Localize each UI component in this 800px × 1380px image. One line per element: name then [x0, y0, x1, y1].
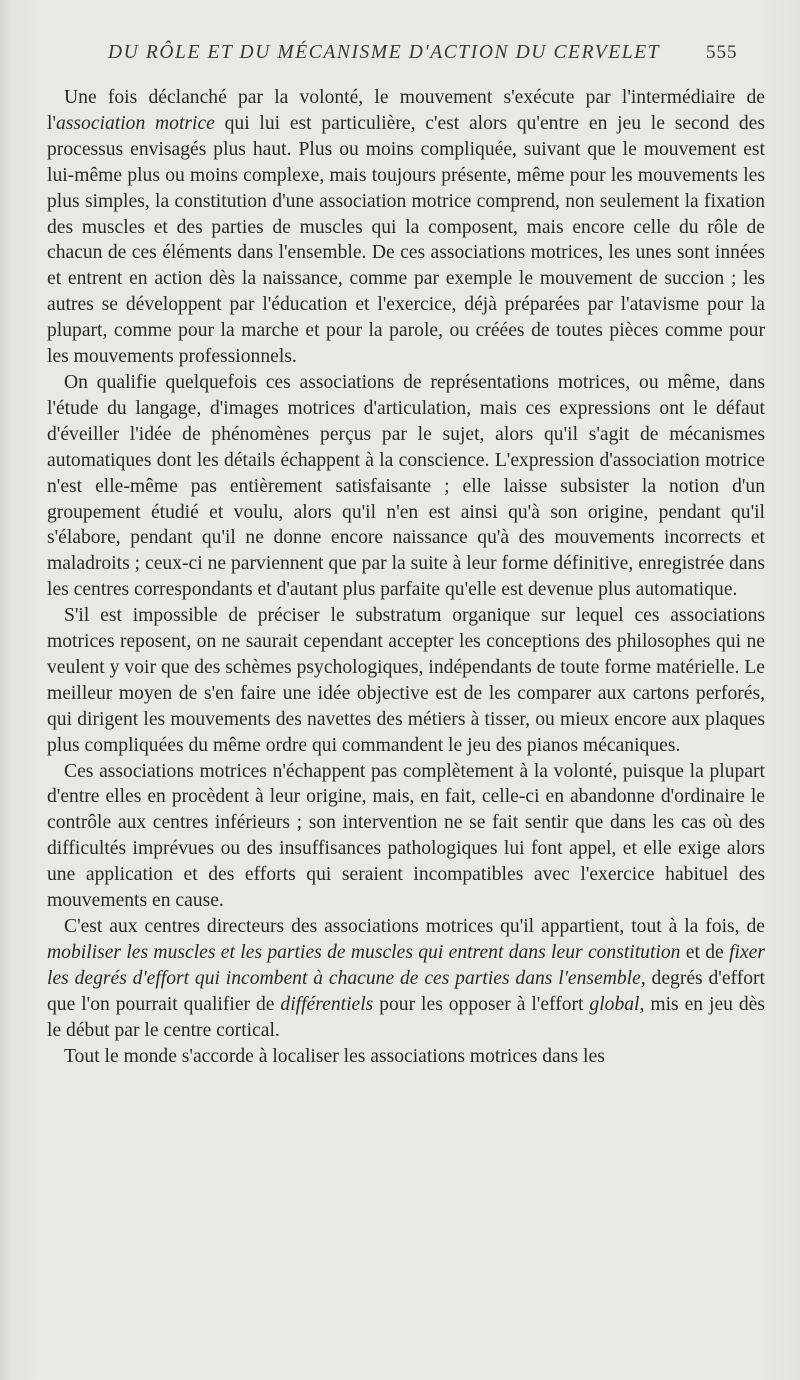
paragraph	[47, 759, 765, 914]
paragraph	[47, 370, 765, 603]
paragraph	[47, 914, 765, 1044]
paragraph	[47, 603, 765, 758]
italic-phrase: fixer les degrés d'effort qui incombent à chacune de ces parties dans l'ensemble	[47, 941, 765, 989]
italic-term: différentiels	[280, 993, 374, 1015]
paragraph	[47, 1044, 765, 1070]
page-number: 555	[706, 42, 738, 63]
paragraph	[47, 85, 765, 370]
page-header	[0, 42, 800, 68]
text-run: Une fois déclanché par la volonté, le mouvement s'exécute par l'intermédiaire de l'	[47, 87, 765, 134]
italic-term: global	[589, 993, 640, 1015]
text-run: , mis en jeu dès le début par le centre cortical.	[47, 993, 765, 1041]
text-run: , degrés d'effort que l'on pourrait qualifier de	[47, 967, 765, 1015]
text-run: C'est aux centres directeurs des associations motrices qu'il appartient, tout à la fois, de	[64, 916, 765, 937]
text-run: Ces associations motrices n'échappent pas complètement à la volonté, puisque la plupart d'entre elles en procèdent à leur origine, mais, en fait, celle-ci en abandonne d'ordinaire le contrôle aux centres inférieurs ; son intervention ne se fait sentir que dans les cas où des difficultés imprévues ou des insuffisances pathologiques lui font appel, et elle exige alors une application et des efforts qui seraient incompatibles avec l'exercice habituel des mouvements en cause.	[47, 760, 765, 912]
running-title: DU RÔLE ET DU MÉCANISME D'ACTION DU CERVELET	[108, 42, 661, 63]
text-run: et de	[680, 941, 730, 963]
text-run: S'il est impossible de préciser le substratum organique sur lequel ces associations motrices reposent, on ne saurait cependant accepter les conceptions des philosophes qui ne veulent y voir que des schèmes psychologiques, indépendants de toute forme matérielle. Le meilleur moyen de s'en faire une idée objective est de les comparer aux cartons perforés, qui dirigent les mouvements des navettes des métiers à tisser, ou mieux encore aux plaques plus compliquées du même ordre qui commandent le jeu des pianos mécaniques.	[47, 605, 765, 756]
text-run: qui lui est particulière, c'est alors qu'entre en jeu le second des processus envisagés plus haut. Plus ou moins compliquée, suivant que le mouvement est lui-même plus ou moins complexe, mais toujours présente, même pour les mouvements les plus simples, la constitution d'une association motrice comprend, non seulement la fixation des muscles et des parties de muscles qui la composent, mais encore celle du rôle de chacun de ces éléments dans l'ensemble. De ces associations motrices, les unes sont innées et entrent en action dès la naissance, comme par exemple le mouvement de succion ; les autres se développent par l'éducation et l'exercice, déjà préparées par l'atavisme pour la plupart, comme pour la marche et pour la parole, ou créées de toutes pièces comme pour les mouvements professionnels.	[47, 112, 765, 368]
body-text	[47, 85, 765, 1069]
text-run: On qualifie quelquefois ces associations de représentations motrices, ou même, dans l'étude du langage, d'images motrices d'articulation, mais ces expressions ont le défaut d'éveiller l'idée de phénomènes perçus par le sujet, alors qu'il s'agit de mécanismes automatiques dont les détails échappent à la conscience. L'expression d'association motrice n'est elle-même pas entièrement satisfaisante ; elle laisse subsister la notion d'un groupement étudié et voulu, alors qu'il n'en est ainsi qu'à son origine, pendant qu'il s'élabore, pendant qu'il ne donne encore naissance qu'à des mouvements incorrects et maladroits ; ceux-ci ne parviennent que par la suite à leur forme définitive, enregistrée dans les centres correspondants et d'autant plus parfaite qu'elle est devenue plus automatique.	[47, 371, 765, 601]
italic-phrase: mobiliser les muscles et les parties de muscles qui entrent dans leur constitution	[47, 941, 681, 963]
italic-term: association motrice	[55, 112, 215, 134]
text-run: Tout le monde s'accorde à localiser les associations motrices dans les	[64, 1045, 605, 1067]
text-run: pour les opposer à l'effort	[373, 993, 590, 1015]
